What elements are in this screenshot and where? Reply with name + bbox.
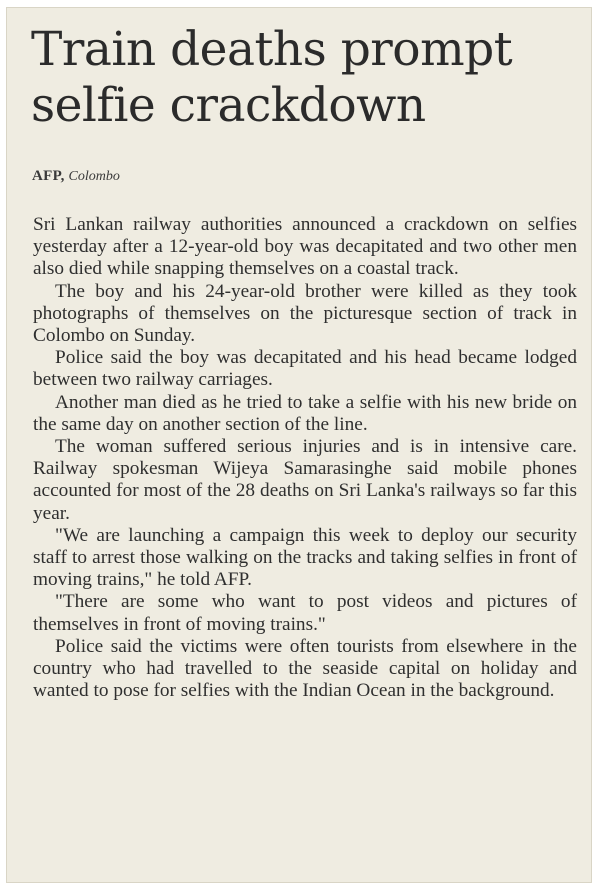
byline-agency: AFP, (32, 168, 65, 184)
headline: Train deaths prompt selfie crackdown (31, 22, 513, 133)
article-body (33, 214, 577, 702)
paragraph: "We are launching a campaign this week to deploy our security staff to arrest those walking on the tracks and taking selfies in front of moving trains," he told AFP. (33, 524, 577, 591)
paragraph: "There are some who want to post videos and pictures of themselves in front of moving trains." (33, 591, 577, 635)
paragraph: Sri Lankan railway authorities announced a crackdown on selfies yesterday after a 12-year-old boy was decapitated and two other men also died while snapping themselves on a coastal track. (33, 214, 577, 280)
paragraph: Another man died as he tried to take a selfie with his new bride on the same day on another section of the line. (33, 391, 577, 435)
paragraph: Police said the victims were often tourists from elsewhere in the country who had travelled to the seaside capital on holiday and wanted to pose for selfies with the Indian Ocean in the background. (33, 635, 577, 702)
newspaper-clipping (6, 7, 592, 883)
byline (32, 168, 120, 185)
paragraph: Police said the boy was decapitated and his head became lodged between two railway carriages. (33, 347, 577, 391)
paragraph: The boy and his 24-year-old brother were killed as they took photographs of themselves on the picturesque section of track in Colombo on Sunday. (33, 280, 577, 347)
byline-location: Colombo (68, 169, 120, 184)
paragraph: The woman suffered serious injuries and is in intensive care. Railway spokesman Wijeya Samarasinghe said mobile phones accounted for most of the 28 deaths on Sri Lanka's railways so far this year. (33, 436, 577, 524)
